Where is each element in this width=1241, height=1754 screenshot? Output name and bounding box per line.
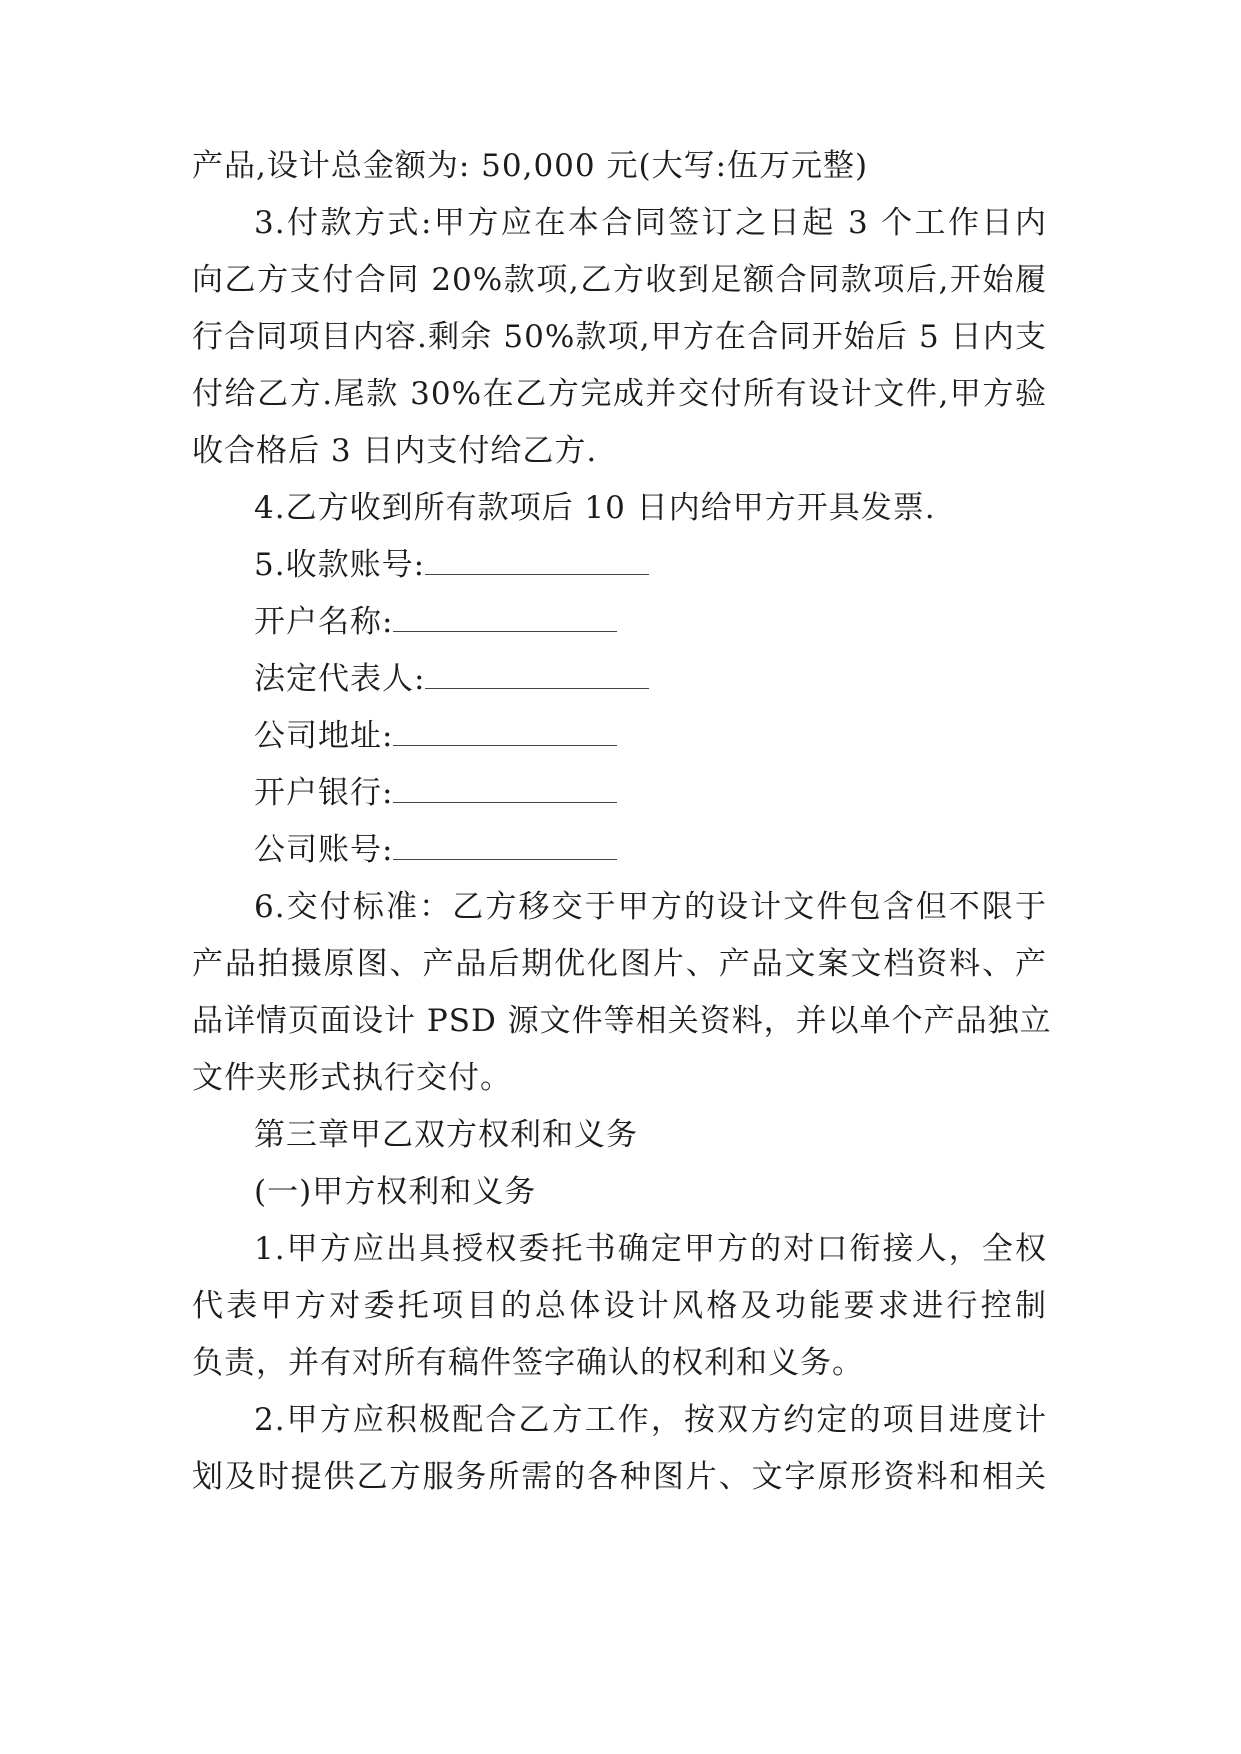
text-line: 2.甲方应积极配合乙方工作，按双方约定的项目进度计 bbox=[254, 1402, 1047, 1438]
field-label: 5.收款账号: bbox=[254, 547, 426, 583]
blank-underline bbox=[393, 607, 617, 632]
chapter-heading: 第三章甲乙双方权利和义务 bbox=[254, 1117, 638, 1153]
field-label: 开户名称: bbox=[254, 604, 394, 640]
form-field-bank bbox=[254, 763, 1134, 823]
text-line: 文件夹形式执行交付。 bbox=[192, 1060, 512, 1096]
field-label: 公司账号: bbox=[254, 832, 394, 868]
blank-underline bbox=[393, 778, 617, 803]
form-field-account-name bbox=[254, 592, 1134, 652]
text-line: 品详情页面设计 PSD 源文件等相关资料，并以单个产品独立 bbox=[192, 1003, 1052, 1039]
text-line: 代表甲方对委托项目的总体设计风格及功能要求进行控制 bbox=[192, 1288, 1047, 1324]
blank-underline bbox=[425, 664, 649, 689]
text-line: 6.交付标准：乙方移交于甲方的设计文件包含但不限于 bbox=[254, 889, 1047, 925]
form-field-legal-representative bbox=[254, 649, 1134, 709]
form-field-collection-account bbox=[254, 535, 1134, 595]
text-line: 收合格后 3 日内支付给乙方. bbox=[192, 433, 598, 469]
blank-underline bbox=[393, 835, 617, 860]
text-line: 付给乙方.尾款 30%在乙方完成并交付所有设计文件,甲方验 bbox=[192, 376, 1047, 412]
field-label: 开户银行: bbox=[254, 775, 394, 811]
text-line: 产品,设计总金额为: 50,000 元(大写:伍万元整) bbox=[192, 148, 869, 184]
form-field-company-address bbox=[254, 706, 1134, 766]
form-field-company-account bbox=[254, 820, 1134, 880]
text-line: 负责，并有对所有稿件签字确认的权利和义务。 bbox=[192, 1345, 864, 1381]
text-line: 4.乙方收到所有款项后 10 日内给甲方开具发票. bbox=[254, 490, 936, 526]
text-line: 3.付款方式:甲方应在本合同签订之日起 3 个工作日内 bbox=[254, 205, 1047, 241]
text-line: 向乙方支付合同 20%款项,乙方收到足额合同款项后,开始履 bbox=[192, 262, 1047, 298]
field-label: 法定代表人: bbox=[254, 661, 426, 697]
text-line: 行合同项目内容.剩余 50%款项,甲方在合同开始后 5 日内支 bbox=[192, 319, 1047, 355]
blank-underline bbox=[393, 721, 617, 746]
text-line: 产品拍摄原图、产品后期优化图片、产品文案文档资料、产 bbox=[192, 946, 1047, 982]
section-heading: (一)甲方权利和义务 bbox=[254, 1174, 537, 1210]
text-line: 1.甲方应出具授权委托书确定甲方的对口衔接人，全权 bbox=[254, 1231, 1047, 1267]
blank-underline bbox=[425, 550, 649, 575]
text-line: 划及时提供乙方服务所需的各种图片、文字原形资料和相关 bbox=[192, 1459, 1047, 1495]
field-label: 公司地址: bbox=[254, 718, 394, 754]
